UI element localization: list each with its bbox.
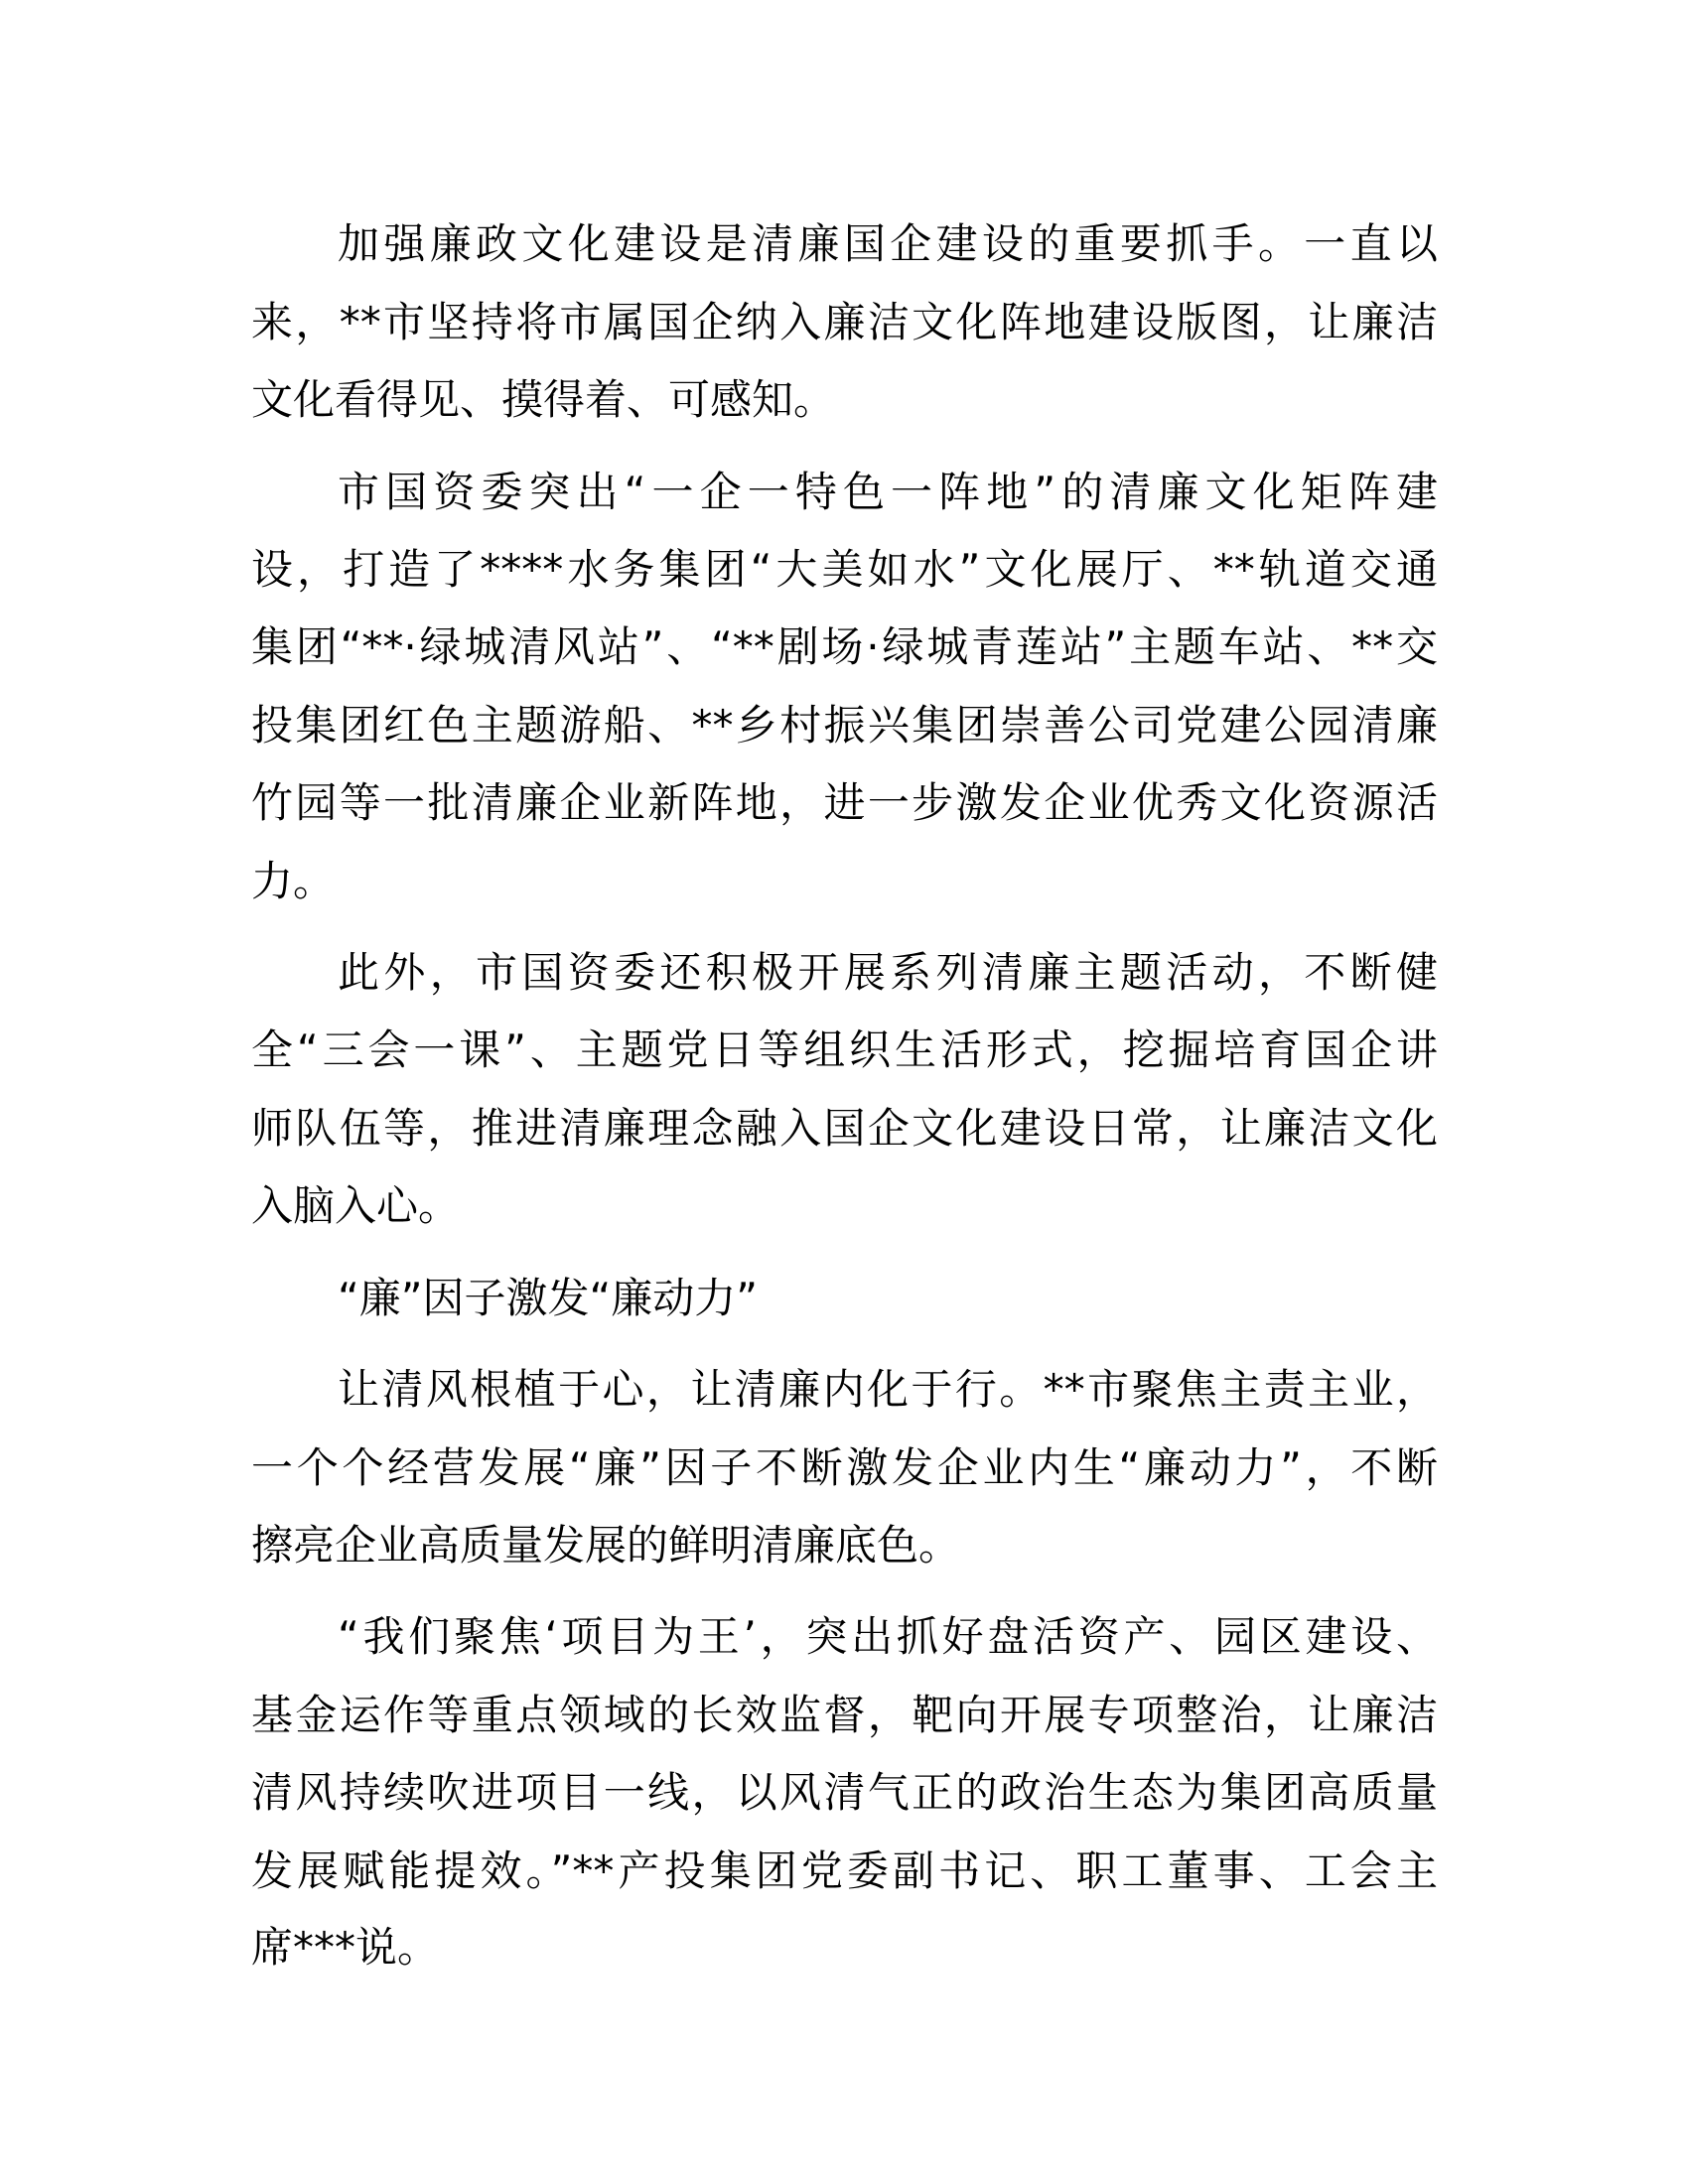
- paragraph-1-line-2: 来，**市坚持将市属国企纳入廉洁文化阵地建设版图，让廉洁: [251, 298, 1438, 346]
- paragraph-3-line-4: 入脑入心。: [251, 1181, 461, 1230]
- paragraph-6-line-1: “我们聚焦‘项目为王’，突出抓好盘活资产、园区建设、: [338, 1612, 1438, 1661]
- paragraph-2-line-6: 力。: [251, 857, 336, 905]
- paragraph-2-line-1: 市国资委突出“一企一特色一阵地”的清廉文化矩阵建: [338, 468, 1438, 516]
- paragraph-2-line-3: 集团“**·绿城清风站”、“**剧场·绿城青莲站”主题车站、**交: [251, 622, 1438, 671]
- paragraph-3-line-3: 师队伍等，推进清廉理念融入国企文化建设日常，让廉洁文化: [251, 1104, 1438, 1153]
- paragraph-1-line-1: 加强廉政文化建设是清廉国企建设的重要抓手。一直以: [338, 219, 1438, 268]
- paragraph-2-line-4: 投集团红色主题游船、**乡村振兴集团崇善公司党建公园清廉: [251, 701, 1438, 750]
- paragraph-6-line-5: 席***说。: [251, 1923, 440, 1972]
- paragraph-6-line-3: 清风持续吹进项目一线，以风清气正的政治生态为集团高质量: [251, 1768, 1438, 1817]
- paragraph-3-line-1: 此外，市国资委还积极开展系列清廉主题活动，不断健: [338, 948, 1438, 997]
- paragraph-5-line-1: 让清风根植于心，让清廉内化于行。**市聚焦主责主业，: [338, 1365, 1438, 1414]
- paragraph-2-line-5: 竹园等一批清廉企业新阵地，进一步激发企业优秀文化资源活: [251, 778, 1438, 827]
- paragraph-2-line-2: 设，打造了****水务集团“大美如水”文化展厅、**轨道交通: [251, 545, 1438, 594]
- paragraph-3-line-2: 全“三会一课”、主题党日等组织生活形式，挖掘培育国企讲: [251, 1025, 1438, 1074]
- paragraph-5-line-2: 一个个经营发展“廉”因子不断激发企业内生“廉动力”，不断: [251, 1443, 1438, 1492]
- paragraph-6-line-2: 基金运作等重点领域的长效监督，靶向开展专项整治，让廉洁: [251, 1691, 1438, 1739]
- paragraph-5-line-3: 擦亮企业高质量发展的鲜明清廉底色。: [251, 1521, 961, 1570]
- section-heading: “廉”因子激发“廉动力”: [338, 1274, 759, 1322]
- paragraph-6-line-4: 发展赋能提效。”**产投集团党委副书记、职工董事、工会主: [251, 1846, 1438, 1895]
- paragraph-1-line-3: 文化看得见、摸得着、可感知。: [251, 375, 836, 424]
